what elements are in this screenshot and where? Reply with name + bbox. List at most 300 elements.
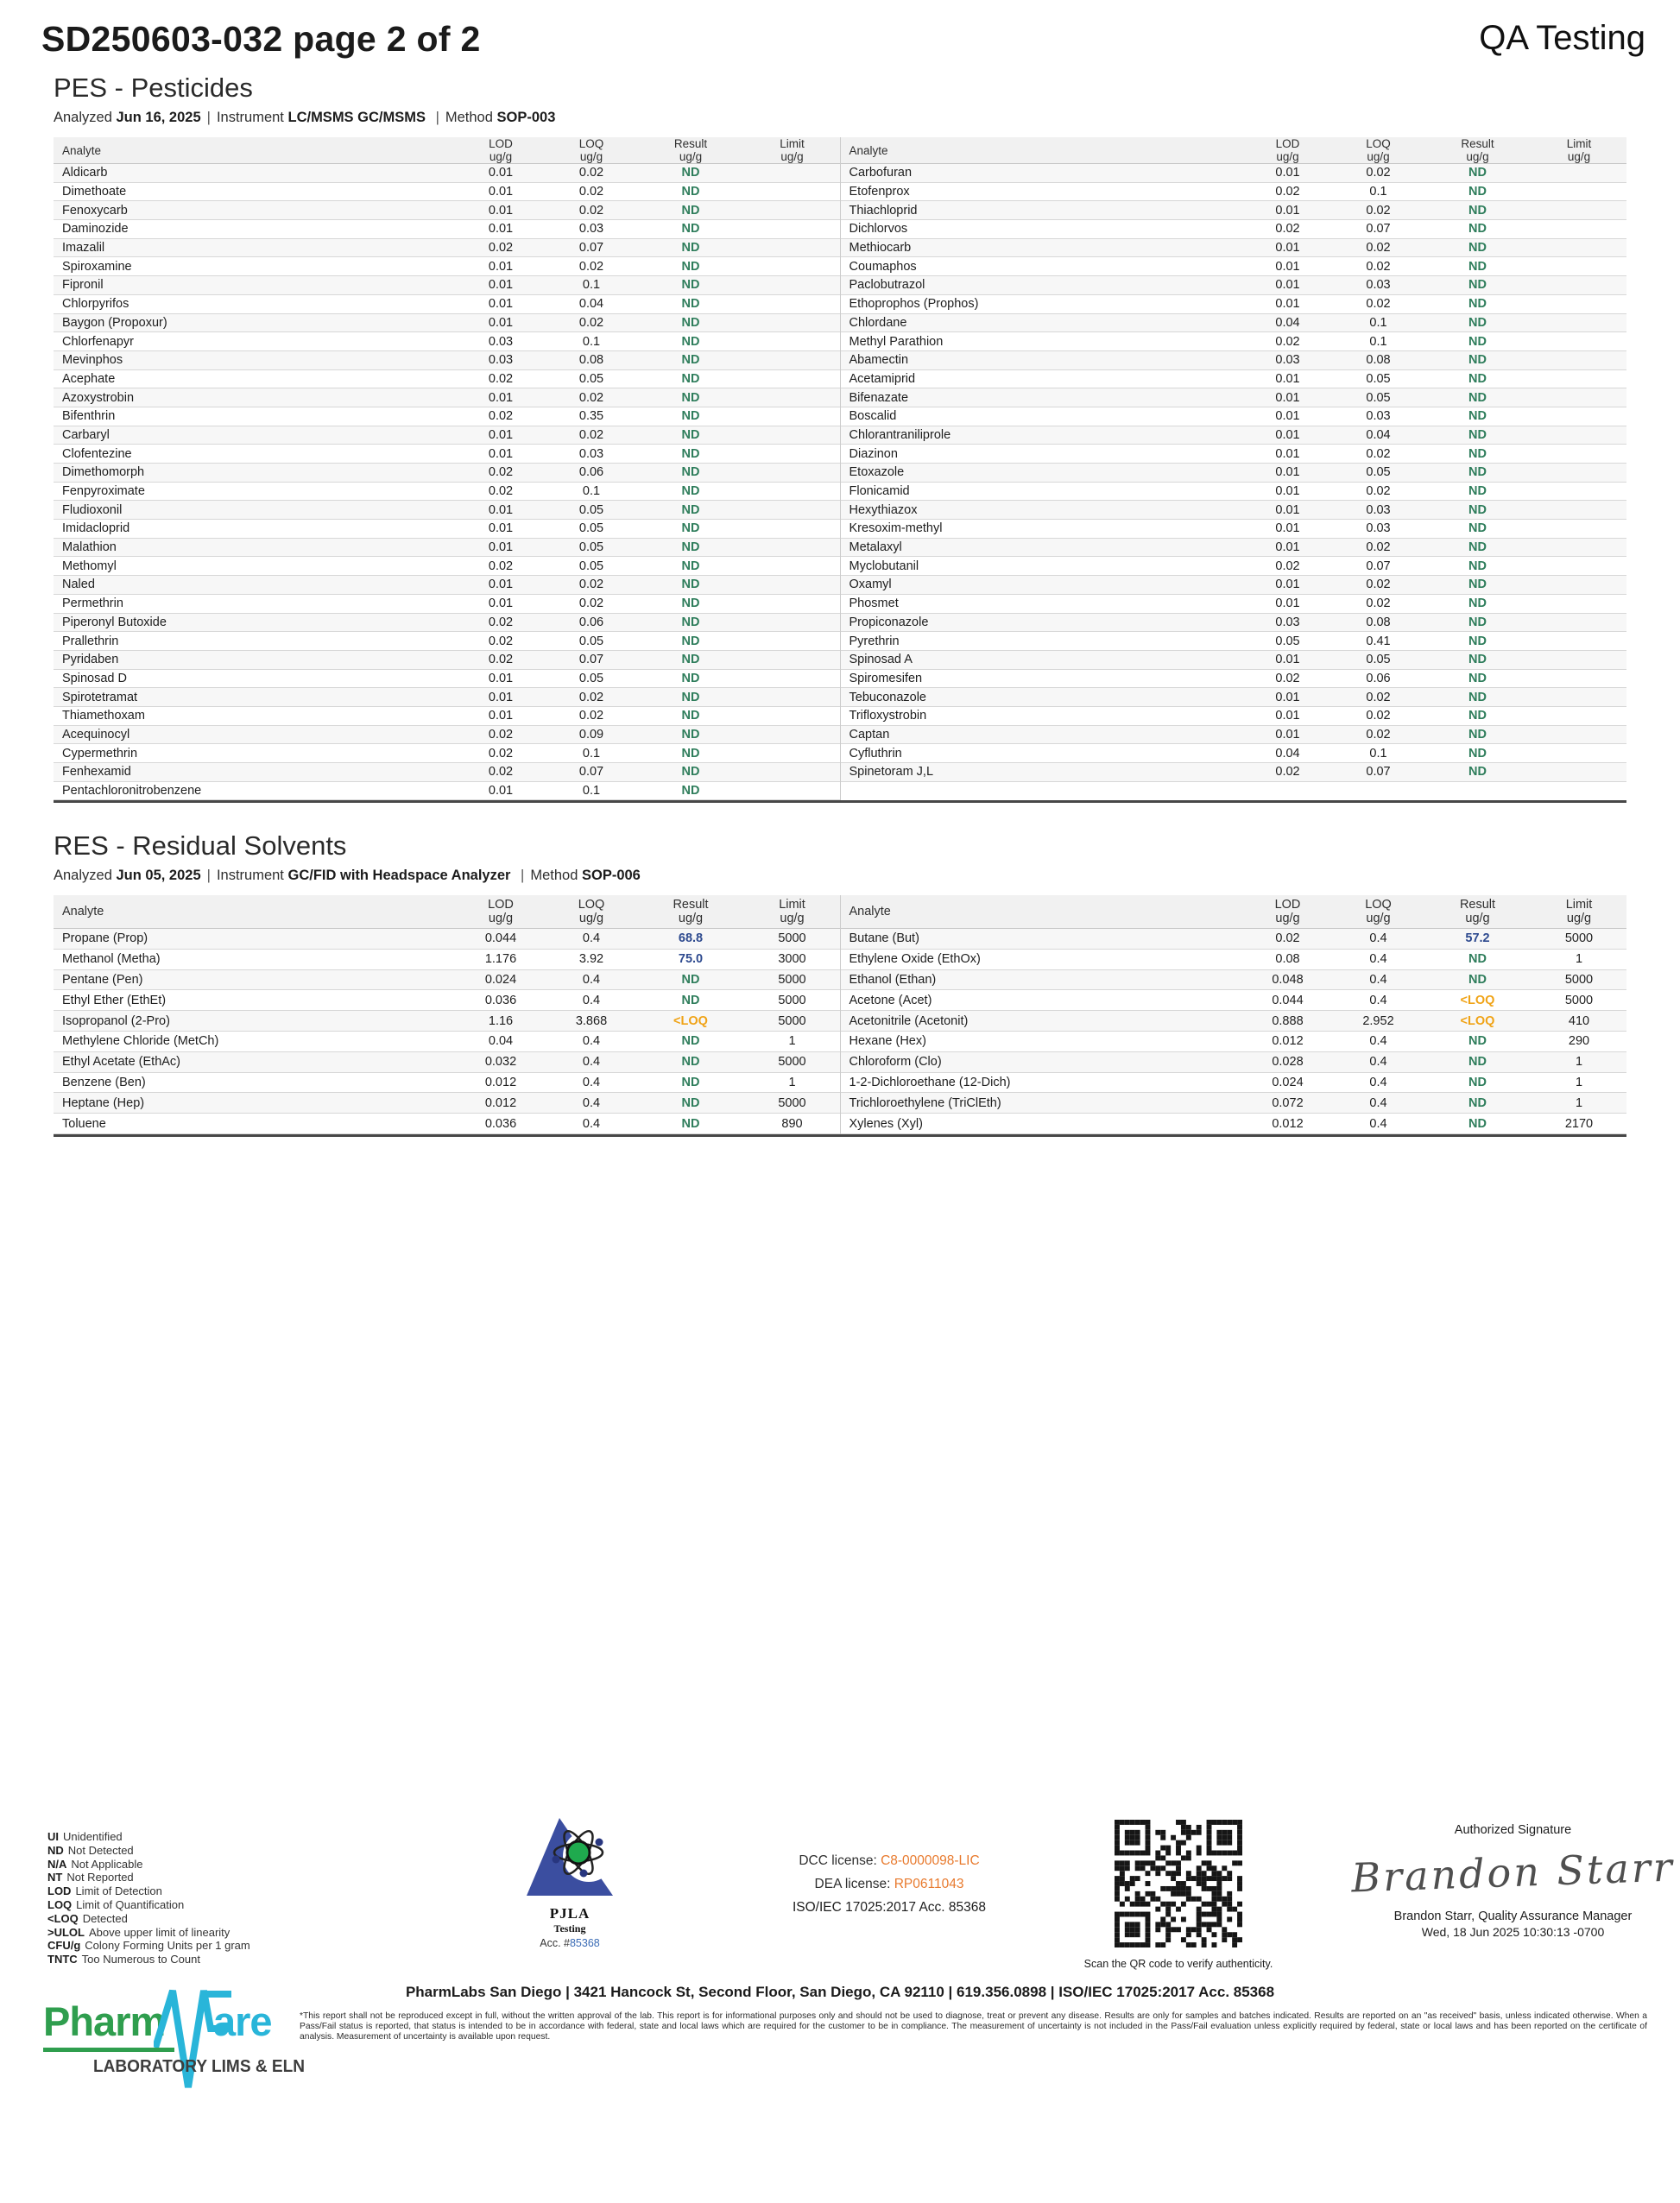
analyte-name: Oxamyl [849, 578, 892, 592]
result-value: ND [681, 578, 700, 592]
lod-value: 0.01 [488, 222, 514, 237]
table-row [841, 539, 1627, 558]
loq-value: 0.05 [578, 634, 604, 648]
result-value: ND [1468, 241, 1487, 256]
analyte-name: Methylene Chloride (MetCh) [62, 1034, 219, 1049]
analyte-name: Heptane (Hep) [62, 1095, 145, 1110]
analyzed-date: Jun 16, 2025 [116, 110, 201, 125]
analyte-name: Flonicamid [849, 484, 910, 499]
limit-value: 3000 [778, 952, 806, 967]
lod-value: 0.01 [488, 521, 514, 536]
loq-value: 0.1 [582, 334, 601, 349]
result-value: ND [1468, 315, 1487, 330]
loq-value: 0.08 [578, 353, 604, 368]
loq-value: 0.05 [578, 371, 604, 386]
legend-description: Limit of Quantification [76, 1897, 185, 1911]
analyte-name: Propane (Prop) [62, 931, 148, 946]
limit-value: 890 [781, 1116, 803, 1131]
loq-value: 3.868 [575, 1013, 608, 1028]
result-value: ND [681, 634, 700, 648]
loq-value: 0.05 [1366, 465, 1391, 480]
analyte-name: Methiocarb [849, 241, 912, 256]
result-value: ND [681, 784, 700, 799]
table-row [54, 1114, 840, 1134]
analyte-name: Chlorfenapyr [62, 334, 135, 349]
result-value: ND [1468, 1116, 1487, 1131]
lod-value: 0.01 [1275, 690, 1300, 704]
table-row [841, 950, 1627, 970]
lod-value: 0.012 [1272, 1034, 1304, 1049]
analyte-name: Acetonitrile (Acetonit) [849, 1013, 969, 1028]
lod-value: 0.03 [1275, 615, 1300, 629]
limit-value: 2170 [1564, 1116, 1594, 1131]
lod-value: 0.01 [1275, 409, 1300, 424]
loq-value: 0.07 [1366, 222, 1391, 237]
loq-value: 0.07 [1366, 765, 1391, 780]
table-row [841, 1093, 1627, 1114]
result-value: ND [1468, 690, 1487, 704]
pharmware-logo-pharm: Pharm [43, 1998, 166, 2044]
legend-description: Unidentified [63, 1830, 123, 1843]
limit-value: 5000 [778, 931, 806, 946]
legend-abbreviation: >ULOL [47, 1925, 85, 1939]
lod-value: 0.02 [488, 615, 514, 629]
analyte-name: Hexythiazox [849, 502, 918, 517]
column-header-limit: Limit ug/g [1565, 897, 1593, 925]
loq-value: 0.03 [578, 446, 604, 461]
legend-description: Not Reported [66, 1871, 134, 1884]
loq-value: 0.05 [578, 521, 604, 536]
analyte-name: Fenhexamid [62, 765, 131, 780]
legend-abbreviation: TNTC [47, 1953, 78, 1966]
analyte-name: Propiconazole [849, 615, 929, 629]
result-value: ND [1468, 297, 1487, 312]
table-row [54, 970, 840, 991]
lod-value: 0.01 [488, 166, 514, 180]
limit-value: 1 [788, 1075, 796, 1089]
table-row [841, 501, 1627, 520]
column-header-limit: Limit ug/g [779, 897, 805, 925]
lod-value: 0.01 [1275, 521, 1300, 536]
limit-value: 5000 [778, 1095, 806, 1110]
iso-accreditation-line: ISO/IEC 17025:2017 Acc. 85368 [792, 1900, 987, 1915]
analyte-name: Bifenthrin [62, 409, 116, 424]
lod-value: 0.01 [1275, 540, 1300, 555]
table-row [54, 388, 840, 407]
lod-value: 0.01 [1275, 166, 1300, 180]
lod-value: 0.03 [1275, 353, 1300, 368]
table-row [841, 595, 1627, 614]
table-row [841, 426, 1627, 445]
analyte-name: Xylenes (Xyl) [849, 1116, 923, 1131]
loq-value: 0.02 [578, 315, 604, 330]
loq-value: 0.03 [578, 222, 604, 237]
report-type-label: QA Testing [1479, 19, 1645, 57]
analyte-name: Pentachloronitrobenzene [62, 784, 202, 799]
result-value: ND [681, 446, 700, 461]
loq-value: 0.41 [1366, 634, 1391, 648]
result-value: ND [681, 671, 700, 685]
lod-value: 0.888 [1272, 1013, 1304, 1028]
section-title-residual-solvents: RES - Residual Solvents [54, 830, 347, 861]
table-row [54, 501, 840, 520]
lod-value: 1.16 [488, 1013, 514, 1028]
result-value: ND [1468, 634, 1487, 648]
analyte-name: Diazinon [849, 446, 898, 461]
legend-description: Not Applicable [71, 1857, 143, 1871]
loq-value: 0.02 [1366, 540, 1391, 555]
analyte-name: Chlorantraniliprole [849, 427, 951, 442]
table-row [841, 990, 1627, 1011]
lod-value: 0.01 [1275, 484, 1300, 499]
table-header [54, 895, 840, 929]
lod-value: 0.01 [488, 578, 514, 592]
analyte-name: Spiromesifen [849, 671, 923, 685]
loq-value: 0.4 [582, 1034, 601, 1049]
result-value: ND [1468, 185, 1487, 199]
table-row [841, 1052, 1627, 1073]
result-value: ND [681, 1034, 700, 1049]
table-row [54, 651, 840, 670]
loq-value: 0.02 [578, 709, 604, 723]
analyte-name: Naled [62, 578, 95, 592]
loq-value: 3.92 [578, 952, 604, 967]
residual-solvents-section [54, 830, 1626, 1137]
lod-value: 0.01 [1275, 709, 1300, 723]
lod-value: 0.01 [488, 427, 514, 442]
result-value: ND [681, 709, 700, 723]
analyte-name: Etofenprox [849, 185, 910, 199]
lod-value: 0.02 [1275, 185, 1300, 199]
analyzed-label: Analyzed [54, 868, 112, 883]
analyte-name: Pyridaben [62, 653, 119, 667]
loq-value: 2.952 [1362, 1013, 1394, 1028]
table-row [841, 707, 1627, 726]
result-value: ND [1468, 465, 1487, 480]
column-header-loq: LOQ ug/g [1366, 136, 1391, 163]
result-value: ND [681, 353, 700, 368]
analyte-name: Trichloroethylene (TriClEth) [849, 1095, 1001, 1110]
result-value: ND [1468, 1095, 1487, 1110]
analyte-name: 1-2-Dichloroethane (12-Dich) [849, 1075, 1011, 1089]
loq-value: 0.4 [582, 1116, 601, 1131]
result-value: ND [681, 521, 700, 536]
meta-separator: | [206, 110, 211, 125]
analyte-name: Coumaphos [849, 259, 917, 274]
column-header-loq: LOQ ug/g [578, 897, 605, 925]
lod-value: 0.08 [1275, 952, 1300, 967]
legend-item [47, 1898, 250, 1912]
analyte-name: Spinosad A [849, 653, 913, 667]
pjla-accreditation [483, 1816, 656, 1949]
limit-value: 5000 [1564, 972, 1594, 987]
table-row [841, 744, 1627, 763]
table-row [54, 201, 840, 220]
table-row [54, 239, 840, 258]
analyte-name: Myclobutanil [849, 559, 919, 573]
legend-description: Above upper limit of linearity [88, 1925, 231, 1939]
analyte-name: Abamectin [849, 353, 909, 368]
table-row [841, 351, 1627, 370]
table-row [54, 445, 840, 464]
result-value: 68.8 [678, 931, 704, 946]
table-row [54, 464, 840, 483]
table-row [54, 576, 840, 595]
lod-value: 0.04 [1275, 746, 1300, 761]
legend-description: Too Numerous to Count [81, 1953, 200, 1966]
loq-value: 0.05 [578, 540, 604, 555]
lod-value: 0.02 [488, 371, 514, 386]
limit-value: 1 [1575, 1095, 1583, 1110]
table-row [54, 183, 840, 202]
legend-item [47, 1953, 250, 1966]
loq-value: 0.4 [582, 993, 601, 1007]
result-value: ND [1468, 597, 1487, 611]
loq-value: 0.4 [1369, 931, 1387, 946]
result-value: ND [1468, 615, 1487, 629]
table-row [54, 164, 840, 183]
table-row [841, 520, 1627, 539]
legend-description: Detected [82, 1911, 128, 1925]
column-header-analyte: Analyte [849, 143, 888, 157]
table-row [54, 539, 840, 558]
lod-value: 0.04 [488, 1034, 514, 1049]
column-header-loq: LOQ ug/g [1365, 897, 1392, 925]
lod-value: 0.01 [488, 390, 514, 405]
table-row [54, 1073, 840, 1094]
legend-abbreviation: CFU/g [47, 1939, 81, 1953]
lod-value: 0.01 [1275, 259, 1300, 274]
analyzed-date: Jun 05, 2025 [116, 868, 201, 883]
analyte-name: Ethyl Ether (EthEt) [62, 993, 167, 1007]
result-value: ND [681, 185, 700, 199]
loq-value: 0.02 [1366, 727, 1391, 742]
lod-value: 0.05 [1275, 634, 1300, 648]
column-header-result: Result ug/g [673, 897, 709, 925]
pjla-subtitle: Testing [553, 1922, 586, 1935]
lod-value: 0.012 [484, 1095, 517, 1110]
analyte-name: Methanol (Metha) [62, 952, 161, 967]
pesticides-table-right [840, 137, 1627, 800]
table-row [841, 332, 1627, 351]
table-row [54, 763, 840, 782]
analyte-name: Acetamiprid [849, 371, 916, 386]
analyte-name: Acequinocyl [62, 727, 130, 742]
lod-value: 0.02 [488, 634, 514, 648]
lod-value: 0.048 [1272, 972, 1304, 987]
result-value: ND [681, 653, 700, 667]
loq-value: 0.08 [1366, 615, 1391, 629]
loq-value: 0.03 [1366, 409, 1391, 424]
table-row [841, 1114, 1627, 1134]
loq-value: 0.1 [1369, 746, 1387, 761]
lod-value: 0.02 [1275, 559, 1300, 573]
table-row [54, 929, 840, 950]
method-value: SOP-003 [496, 110, 556, 125]
result-value: ND [1468, 222, 1487, 237]
pharmware-tagline: LABORATORY LIMS & ELN [93, 2056, 306, 2076]
legend-item [47, 1871, 250, 1884]
result-value: ND [681, 1055, 700, 1070]
table-row [54, 688, 840, 707]
table-row [54, 426, 840, 445]
lod-value: 0.02 [488, 559, 514, 573]
table-row [54, 614, 840, 633]
analyte-name: Methyl Parathion [849, 334, 944, 349]
table-row [54, 407, 840, 426]
analyte-name: Imidacloprid [62, 521, 130, 536]
result-value: ND [681, 166, 700, 180]
limit-value: 5000 [778, 993, 806, 1007]
loq-value: 0.1 [582, 784, 601, 799]
meta-separator: | [206, 868, 211, 883]
pjla-logo-icon [525, 1816, 615, 1899]
legend-description: Limit of Detection [75, 1884, 162, 1898]
loq-value: 0.02 [1366, 297, 1391, 312]
result-value: ND [681, 559, 700, 573]
analyte-name: Dimethoate [62, 185, 127, 199]
lod-value: 0.03 [488, 353, 514, 368]
lod-value: 0.012 [1272, 1116, 1304, 1131]
lod-value: 0.02 [1275, 931, 1300, 946]
loq-value: 0.4 [582, 1055, 601, 1070]
table-row [841, 670, 1627, 689]
dcc-license-line: DCC license: C8-0000098-LIC [799, 1853, 980, 1868]
table-body [841, 164, 1627, 782]
analyte-name: Acetone (Acet) [849, 993, 932, 1007]
signature-block [1351, 1823, 1675, 1939]
lod-value: 0.01 [488, 671, 514, 685]
table-row [54, 632, 840, 651]
result-value: ND [1468, 952, 1487, 967]
loq-value: 0.1 [582, 484, 601, 499]
lod-value: 0.02 [1275, 765, 1300, 780]
result-value: ND [681, 222, 700, 237]
loq-value: 0.4 [1369, 993, 1387, 1007]
lod-value: 0.02 [1275, 671, 1300, 685]
result-value: ND [681, 465, 700, 480]
limit-value: 5000 [778, 1055, 806, 1070]
method-label: Method [530, 868, 578, 883]
pesticides-table-left [54, 137, 840, 800]
analyte-name: Methomyl [62, 559, 117, 573]
result-value: ND [1468, 446, 1487, 461]
result-value: ND [1468, 521, 1487, 536]
dea-license-line: DEA license: RP0611043 [814, 1877, 964, 1891]
result-value: ND [1468, 409, 1487, 424]
analyte-name: Thiachloprid [849, 203, 918, 218]
analyte-name: Isopropanol (2-Pro) [62, 1013, 170, 1028]
lod-value: 0.01 [1275, 297, 1300, 312]
lod-value: 0.044 [1272, 993, 1304, 1007]
legend-description: Not Detected [67, 1843, 134, 1857]
result-value: ND [681, 315, 700, 330]
table-row [841, 688, 1627, 707]
limit-value: 1 [788, 1034, 796, 1049]
lod-value: 0.01 [488, 784, 514, 799]
lod-value: 0.01 [488, 315, 514, 330]
table-row [841, 183, 1627, 202]
analyte-name: Daminozide [62, 222, 129, 237]
loq-value: 0.06 [1366, 671, 1391, 685]
limit-value: 5000 [1564, 993, 1594, 1007]
analyte-name: Ethanol (Ethan) [849, 972, 937, 987]
lod-value: 0.01 [488, 540, 514, 555]
pharmware-logo-are: are [213, 1998, 272, 2044]
loq-value: 0.02 [1366, 484, 1391, 499]
analyte-name: Spinosad D [62, 671, 127, 685]
lod-value: 0.01 [488, 446, 514, 461]
lab-address-line: PharmLabs San Diego | 3421 Hancock St, Second Floor, San Diego, CA 92110 | 619.356.0898 | ISO/IEC 17025:2017 Acc. 85368 [405, 1984, 1275, 2000]
result-value: ND [1468, 578, 1487, 592]
result-value: 75.0 [678, 952, 704, 967]
analyte-name: Chlordane [849, 315, 907, 330]
limit-value: 1 [1575, 952, 1583, 967]
lod-value: 0.01 [1275, 597, 1300, 611]
instrument-label: Instrument [216, 110, 284, 125]
table-row [54, 726, 840, 745]
result-value: ND [681, 765, 700, 780]
analyte-name: Chlorpyrifos [62, 297, 129, 312]
table-row [841, 576, 1627, 595]
result-value: 57.2 [1465, 931, 1490, 946]
analyte-name: Fipronil [62, 278, 104, 293]
legend-description: Colony Forming Units per 1 gram [85, 1939, 250, 1953]
lod-value: 0.02 [488, 765, 514, 780]
lod-value: 0.01 [488, 259, 514, 274]
result-value: ND [1468, 334, 1487, 349]
method-value: SOP-006 [581, 868, 641, 883]
table-row [841, 201, 1627, 220]
limit-value: 290 [1568, 1034, 1590, 1049]
column-header-result: Result ug/g [1461, 136, 1494, 163]
pesticides-meta [54, 109, 1626, 126]
loq-value: 0.02 [578, 427, 604, 442]
result-value: ND [681, 334, 700, 349]
analyte-name: Prallethrin [62, 634, 119, 648]
analyte-name: Clofentezine [62, 446, 132, 461]
table-row [841, 239, 1627, 258]
result-value: ND [1468, 259, 1487, 274]
loq-value: 0.4 [1369, 1095, 1387, 1110]
qr-caption: Scan the QR code to verify authenticity. [1083, 1958, 1273, 1970]
analyte-name: Hexane (Hex) [849, 1034, 926, 1049]
loq-value: 0.02 [1366, 709, 1391, 723]
loq-value: 0.02 [1366, 166, 1391, 180]
table-row [841, 220, 1627, 239]
analyte-name: Fludioxonil [62, 502, 123, 517]
legend-abbreviation: LOD [47, 1884, 72, 1898]
lod-value: 0.01 [1275, 653, 1300, 667]
table-row [841, 651, 1627, 670]
result-value: ND [1468, 353, 1487, 368]
table-row [841, 388, 1627, 407]
lod-value: 0.024 [484, 972, 517, 987]
lod-value: 0.036 [484, 993, 517, 1007]
result-value: ND [1468, 746, 1487, 761]
page-title: SD250603-032 page 2 of 2 [41, 19, 481, 59]
analyte-name: Spirotetramat [62, 690, 138, 704]
analyte-name: Metalaxyl [849, 540, 902, 555]
result-value: ND [681, 297, 700, 312]
result-value: ND [681, 427, 700, 442]
table-row [54, 520, 840, 539]
result-value: ND [681, 972, 700, 987]
result-value: ND [1468, 1075, 1487, 1089]
analyte-name: Fenoxycarb [62, 203, 128, 218]
loq-value: 0.1 [1369, 185, 1387, 199]
loq-value: 0.4 [582, 931, 601, 946]
